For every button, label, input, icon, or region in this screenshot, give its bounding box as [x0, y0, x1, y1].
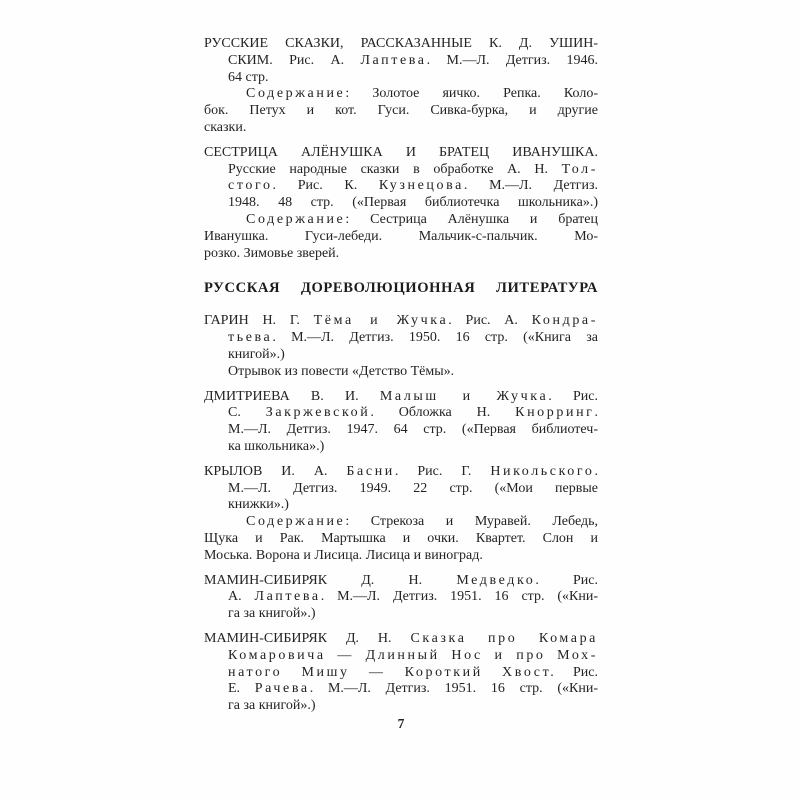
text-segment: га за книгой».) — [228, 698, 316, 714]
entry-block — [204, 313, 598, 380]
text-line — [204, 497, 598, 514]
text-line — [204, 548, 598, 565]
text-segment: 1948. 48 стр. («Первая библиотечка школьника».) — [228, 195, 598, 211]
text-segment: тьева — [228, 330, 273, 346]
text-line — [204, 212, 598, 229]
text-segment: Кнорринг — [515, 405, 595, 421]
text-segment: Никольского — [490, 463, 595, 479]
text-line — [204, 422, 598, 439]
text-segment: . Рис. А. — [448, 313, 532, 329]
text-segment: Рис. — [556, 664, 599, 680]
text-segment: Басни — [346, 463, 395, 479]
text-line — [204, 347, 598, 364]
text-segment: розко. Зимовье зверей. — [204, 245, 340, 261]
text-line — [204, 589, 598, 606]
text-segment: ГАРИН Н. Г. — [204, 313, 314, 329]
text-line — [204, 514, 598, 531]
text-line — [204, 53, 598, 70]
text-segment: книжки».) — [228, 497, 289, 513]
text-segment: . Рис. Г. — [394, 463, 491, 479]
text-line — [204, 229, 598, 246]
text-segment: натого Мишу — Короткий Хвост. — [228, 664, 557, 680]
text-segment: С. — [228, 405, 266, 421]
text-line — [204, 606, 598, 623]
entry-block — [204, 631, 598, 715]
text-segment: книгой».) — [228, 346, 285, 362]
text-line — [204, 681, 598, 698]
text-segment: ДМИТРИЕВА В. И. — [204, 388, 380, 404]
text-segment: РУССКИЕ СКАЗКИ, РАССКАЗАННЫЕ К. Д. УШИН- — [204, 36, 598, 51]
text-segment: бок. Петух и кот. Гуси. Сивка-бурка, и другие — [204, 103, 598, 119]
text-segment: М.—Л. Детгиз. 1949. 22 стр. («Мои первые — [228, 480, 598, 496]
text-line — [204, 648, 598, 665]
text-segment: Содержание — [246, 514, 346, 530]
text-segment: : Сестрица Алёнушка и братец — [345, 211, 598, 227]
text-line — [204, 103, 598, 120]
text-segment: : Стрекоза и Муравей. Лебедь, — [345, 514, 598, 530]
text-segment: . М.—Л. Детгиз. — [463, 178, 598, 194]
text-segment: Комаровича — Длинный Нос и про Мох- — [228, 647, 598, 663]
page-number: 7 — [397, 716, 405, 731]
text-line — [204, 330, 598, 347]
text-line — [204, 531, 598, 548]
text-segment: стого — [228, 178, 273, 194]
text-segment: Лаптева — [254, 589, 321, 605]
text-segment: Русские народные сказки в обработке А. Н. — [228, 161, 562, 177]
text-line — [204, 195, 598, 212]
text-line — [204, 389, 598, 406]
text-line — [204, 145, 598, 162]
text-segment: сказки. — [204, 119, 247, 135]
text-line — [204, 162, 598, 179]
text-line — [204, 246, 598, 263]
text-segment: : Золотое яичко. Репка. Коло- — [345, 86, 598, 102]
text-segment: . Рис. — [535, 572, 598, 588]
text-segment: Содержание — [246, 211, 346, 227]
text-segment: Содержание — [246, 86, 346, 102]
text-segment: . Рис. К. — [272, 178, 379, 194]
section-heading — [204, 278, 598, 298]
text-line — [204, 178, 598, 195]
text-line — [204, 364, 598, 381]
text-segment: . М.—Л. Детгиз. 1951. 16 стр. («Кни- — [320, 589, 598, 605]
section-heading-text: РУССКАЯ ДОРЕВОЛЮЦИОННАЯ ЛИТЕРАТУРА — [204, 280, 598, 297]
text-segment: Отрывок из повести «Детство Тёмы». — [228, 363, 455, 379]
text-segment: . Обложка Н. — [370, 405, 516, 421]
text-column — [204, 36, 598, 723]
text-segment: . М.—Л. Детгиз. 1950. 16 стр. («Книга за — [272, 330, 598, 346]
text-segment: Иванушка. Гуси-лебеди. Мальчик-с-пальчик. Мо- — [204, 228, 598, 244]
entry-block — [204, 389, 598, 456]
text-segment: Закржевской — [265, 405, 371, 421]
text-line — [204, 631, 598, 648]
text-segment: Е. — [228, 681, 255, 697]
text-line — [204, 481, 598, 498]
text-line — [204, 405, 598, 422]
text-segment: МАМИН-СИБИРЯК Д. Н. — [204, 572, 457, 588]
text-line — [204, 120, 598, 137]
text-segment: . Рис. — [548, 388, 598, 404]
text-segment: КРЫЛОВ И. А. — [204, 463, 347, 479]
text-segment: . — [594, 463, 598, 479]
text-segment: СЕСТРИЦА АЛЁНУШКА И БРАТЕЦ ИВАНУШКА. — [204, 144, 598, 160]
text-line — [204, 573, 598, 590]
text-line — [204, 464, 598, 481]
text-segment: Щука и Рак. Мартышка и очки. Квартет. Слон и — [204, 530, 598, 546]
text-segment: Сказка про Комара — [410, 630, 598, 646]
text-segment: Тёма и Жучка — [313, 313, 449, 329]
text-segment: Кузнецова — [378, 178, 464, 194]
entry-block — [204, 464, 598, 565]
text-segment: Рачева — [254, 681, 310, 697]
text-segment: . — [594, 405, 598, 421]
entry-block — [204, 573, 598, 623]
text-segment: А. — [228, 589, 255, 605]
entry-block — [204, 145, 598, 263]
text-segment: . М.—Л. Детгиз. 1951. 16 стр. («Кни- — [309, 681, 598, 697]
text-segment: . М.—Л. Детгиз. 1946. — [426, 52, 598, 68]
text-segment: М.—Л. Детгиз. 1947. 64 стр. («Первая библиотеч- — [228, 422, 598, 438]
text-line — [204, 698, 598, 715]
text-segment: га за книгой».) — [228, 606, 316, 622]
text-segment: МАМИН-СИБИРЯК Д. Н. — [204, 630, 411, 646]
text-line — [204, 313, 598, 330]
text-line — [204, 439, 598, 456]
text-line — [204, 665, 598, 682]
text-segment: Малыш и Жучка — [379, 388, 549, 404]
entry-block — [204, 36, 598, 137]
text-segment: Медведко — [456, 572, 536, 588]
text-segment: ка школьника».) — [228, 438, 325, 454]
text-segment: Лаптева — [360, 52, 427, 68]
text-segment: Тол- — [561, 161, 598, 177]
text-segment: Кондра- — [531, 313, 599, 329]
text-line — [204, 86, 598, 103]
text-line — [204, 36, 598, 53]
text-segment: Моська. Ворона и Лисица. Лисица и виноград. — [204, 547, 483, 563]
text-line — [204, 70, 598, 87]
text-segment: 64 стр. — [228, 69, 269, 85]
text-segment: СКИМ. Рис. А. — [228, 52, 361, 68]
